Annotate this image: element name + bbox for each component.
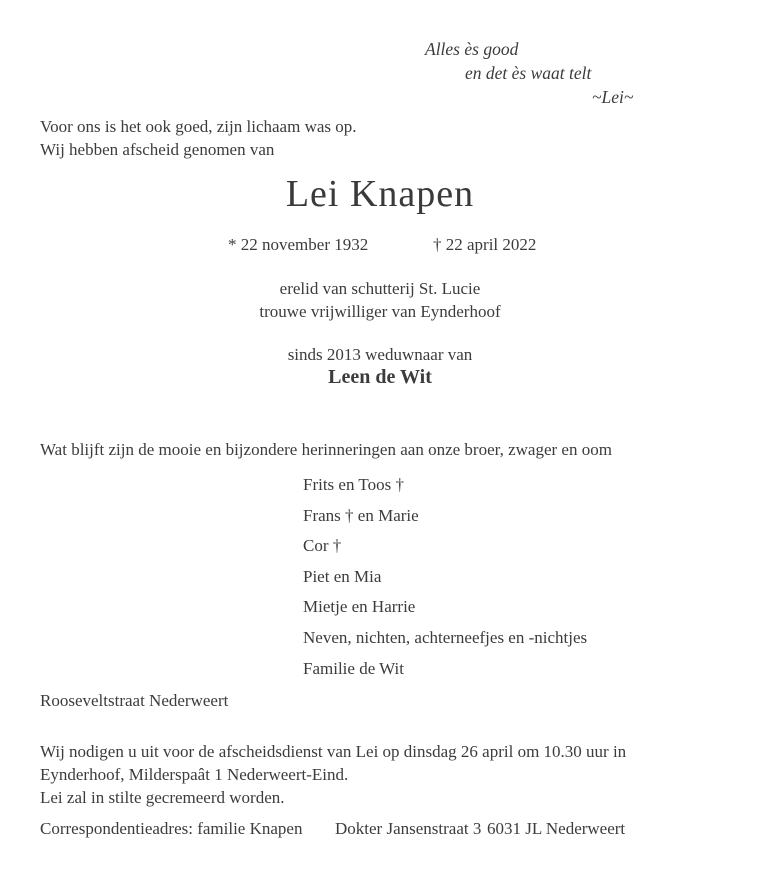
death-date: † 22 april 2022 (433, 235, 537, 254)
intro-line-2: Wij hebben afscheid genomen van (40, 140, 275, 159)
birth-date: * 22 november 1932 (228, 235, 369, 254)
family-name-item: Familie de Wit (303, 658, 404, 678)
correspondence-postal: 6031 JL Nederweert (487, 819, 626, 838)
family-name-item: Frans † en Marie (303, 505, 419, 525)
honor-line-1: erelid van schutterij St. Lucie (279, 279, 481, 298)
widower-line: sinds 2013 weduwnaar van (287, 345, 473, 364)
quote-line-1: Alles ès good (425, 39, 519, 59)
deceased-name: Lei Knapen (285, 173, 475, 215)
family-intro-line: Wat blijft zijn de mooie en bijzondere herinneringen aan onze broer, zwager en oom (40, 440, 612, 459)
honor-line-2: trouwe vrijwilliger van Eynderhoof (259, 302, 501, 321)
spouse-name: Leen de Wit (328, 366, 432, 388)
family-name-item: Frits en Toos † (303, 475, 404, 494)
service-line-3: Lei zal in stilte gecremeerd worden. (40, 788, 285, 807)
family-name-item: Piet en Mia (303, 566, 382, 586)
correspondence-street: Dokter Jansenstraat 3 (335, 819, 482, 838)
service-line-1: Wij nodigen u uit voor de afscheidsdienst van Lei op dinsdag 26 april om 10.30 uur in (40, 742, 627, 761)
quote-line-2: en det ès waat telt (465, 63, 592, 83)
correspondence-label: Correspondentieadres: familie Knapen (40, 819, 303, 838)
service-line-2: Eynderhoof, Milderspaât 1 Nederweert-Eind. (40, 765, 349, 784)
family-name-item: Neven, nichten, achterneefjes en -nichtjes (303, 627, 588, 647)
intro-line-1: Voor ons is het ook goed, zijn lichaam was op. (40, 117, 357, 136)
family-name-item: Cor † (303, 536, 342, 556)
family-address: Rooseveltstraat Nederweert (40, 691, 229, 710)
family-names-list (303, 470, 587, 684)
quote-attribution: ~Lei~ (592, 87, 634, 107)
family-name-item: Mietje en Harrie (303, 597, 416, 617)
